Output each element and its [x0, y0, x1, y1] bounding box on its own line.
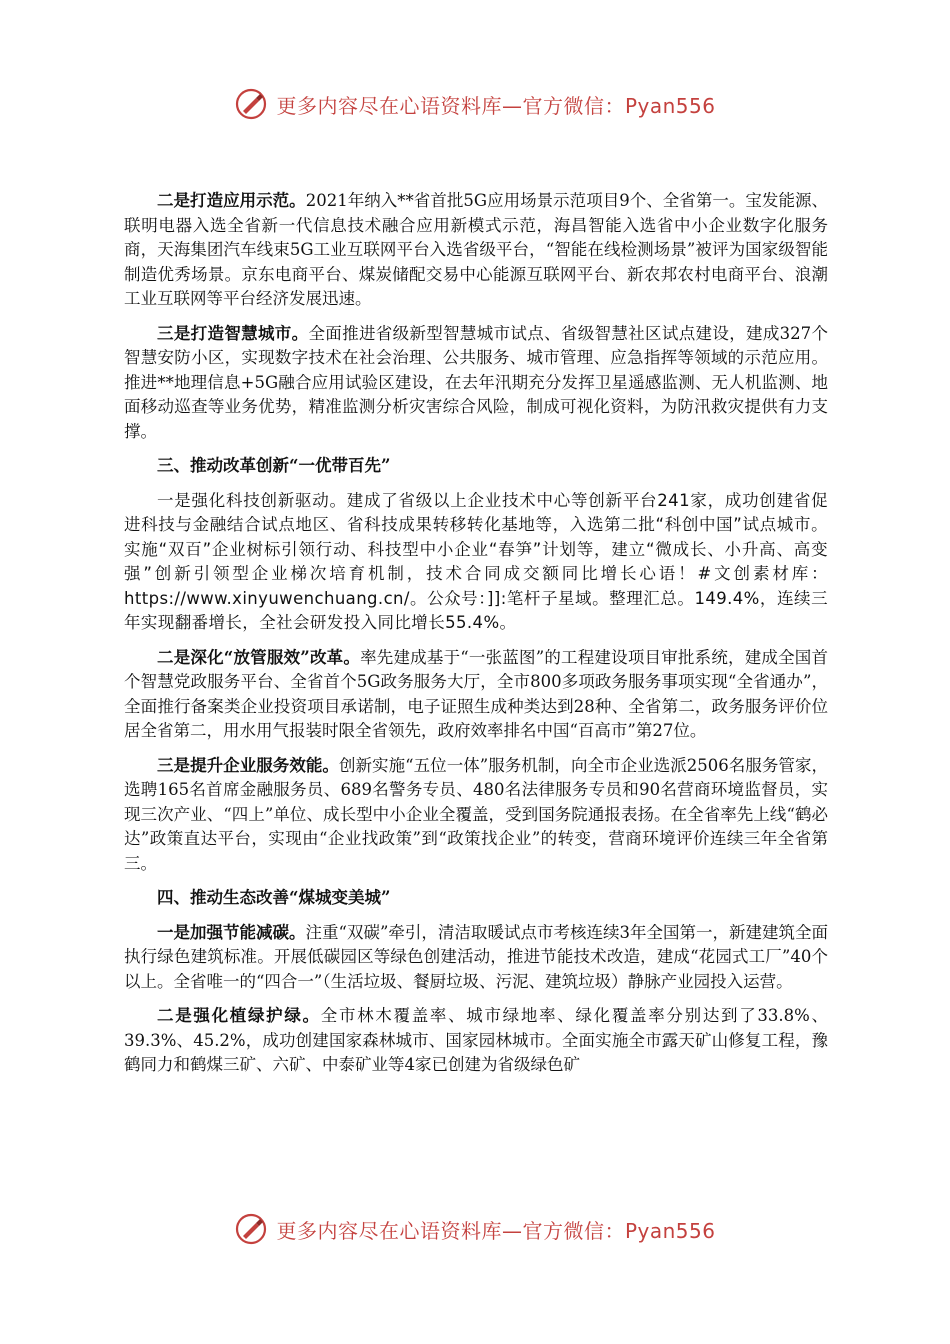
paragraph-service-reform: [124, 646, 828, 744]
document-body: [124, 189, 828, 1088]
paragraph-text: 创新实施“五位一体”服务机制，向全市企业选派2506名服务管家，选聘165名首席金融服务员、689名警务专员、480名法律服务专员和90名营商环境监督员，实现三次产业、“四上”单位、成长型中小企业全覆盖，受到国务院通报表扬。在全省率先上线“鹤必达”政策直达平台，实现由“企业找政策”到“政策找企业”的转变，营商环境评价连续三年全省第三。: [124, 755, 828, 873]
header-banner-text: 更多内容尽在心语资料库—官方微信：Pyan556: [276, 93, 716, 118]
paragraph-lead: 一是加强节能减碳。: [157, 922, 306, 942]
paragraph-text: 率先建成基于“一张蓝图”的工程建设项目审批系统，建成全国首个智慧党政服务平台、全省首个5G政务服务大厅，全市800多项政务服务事项实现“全省通办”，全面推行备案类企业投资项目承诺制，电子证照生成种类达到28种、全省第二，政务服务评价位居全省第二，用水用气报装时限全省领先，政府效率排名中国“百高市”第27位。: [124, 647, 829, 740]
paragraph-text: 全面推进省级新型智慧城市试点、省级智慧社区试点建设，建成327个智慧安防小区，实现数字技术在社会治理、公共服务、城市管理、应急指挥等领域的示范应用。推进**地理信息+5G融合应用试验区建设，在去年汛期充分发挥卫星遥感监测、无人机监测、地面移动巡查等业务优势，精准监测分析灾害综合风险，制成可视化资料，为防汛救灾提供有力支撑。: [124, 323, 829, 441]
section-heading-ecology: 四、推动生态改善“煤城变美城”: [157, 888, 391, 907]
paragraph-energy-saving: [124, 921, 828, 995]
paragraph-text: 一是强化科技创新驱动。建成了省级以上企业技术中心等创新平台241家，成功创建省促进科技与金融结合试点地区、省科技成果转移转化基地等，入选第二批“科创中国”试点城市。实施“双百”企业树标引领行动、科技型中小企业“春笋”计划等，建立“微成长、小升高、高变强”创新引领型企业梯次培育机制，技术合同成交额同比增长心语！#文创素材库：https://www.xinyuwenchuang.cn/。公众号：]]:笔杆子星域。整理汇总。149.4%，连续三年实现翻番增长，全社会研发投入同比增长55.4%。: [124, 490, 828, 632]
paragraph-lead: 三是提升企业服务效能。: [157, 755, 339, 775]
pen-logo-icon: [234, 1212, 268, 1246]
paragraph-smart-city: [124, 322, 828, 445]
section-heading-reform: 三、推动改革创新“一优带百先”: [157, 456, 391, 475]
header-banner: [0, 84, 950, 124]
paragraph-tech-innovation: [124, 489, 828, 636]
paragraph-application-demo: [124, 189, 828, 312]
paragraph-enterprise-service: [124, 754, 828, 877]
paragraph-lead: 三是打造智慧城市。: [157, 323, 309, 343]
paragraph-text: 全市林木覆盖率、城市绿地率、绿化覆盖率分别达到了33.8%、39.3%、45.2%，成功创建国家森林城市、国家园林城市。全面实施全市露天矿山修复工程，豫鹤同力和鹤煤三矿、六矿、中泰矿业等4家已创建为省级绿色矿: [124, 1006, 829, 1074]
paragraph-lead: 二是强化植绿护绿。: [157, 1006, 321, 1025]
paragraph-greening: [124, 1004, 828, 1078]
paragraph-lead: 二是深化“放管服效”改革。: [157, 647, 361, 667]
paragraph-text: 注重“双碳”牵引，清洁取暖试点市考核连续3年全国第一，新建建筑全面执行绿色建筑标准。开展低碳园区等绿色创建活动，推进节能技术改造，建成“花园式工厂”40个以上。全省唯一的“四合一”（生活垃圾、餐厨垃圾、污泥、建筑垃圾）静脉产业园投入运营。: [124, 922, 828, 991]
footer-banner: [0, 1209, 950, 1249]
paragraph-text: 2021年纳入**省首批5G应用场景示范项目9个、全省第一。宝发能源、联明电器入选全省新一代信息技术融合应用新模式示范，海昌智能入选省中小企业数字化服务商，天海集团汽车线束5G工业互联网平台入选省级平台，“智能在线检测场景”被评为国家级智能制造优秀场景。京东电商平台、煤炭储配交易中心能源互联网平台、新农邦农村电商平台、浪潮工业互联网等平台经济发展迅速。: [124, 191, 829, 308]
paragraph-lead: 二是打造应用示范。: [157, 191, 306, 210]
footer-banner-text: 更多内容尽在心语资料库—官方微信：Pyan556: [276, 1218, 716, 1243]
pen-logo-icon: [234, 87, 268, 121]
